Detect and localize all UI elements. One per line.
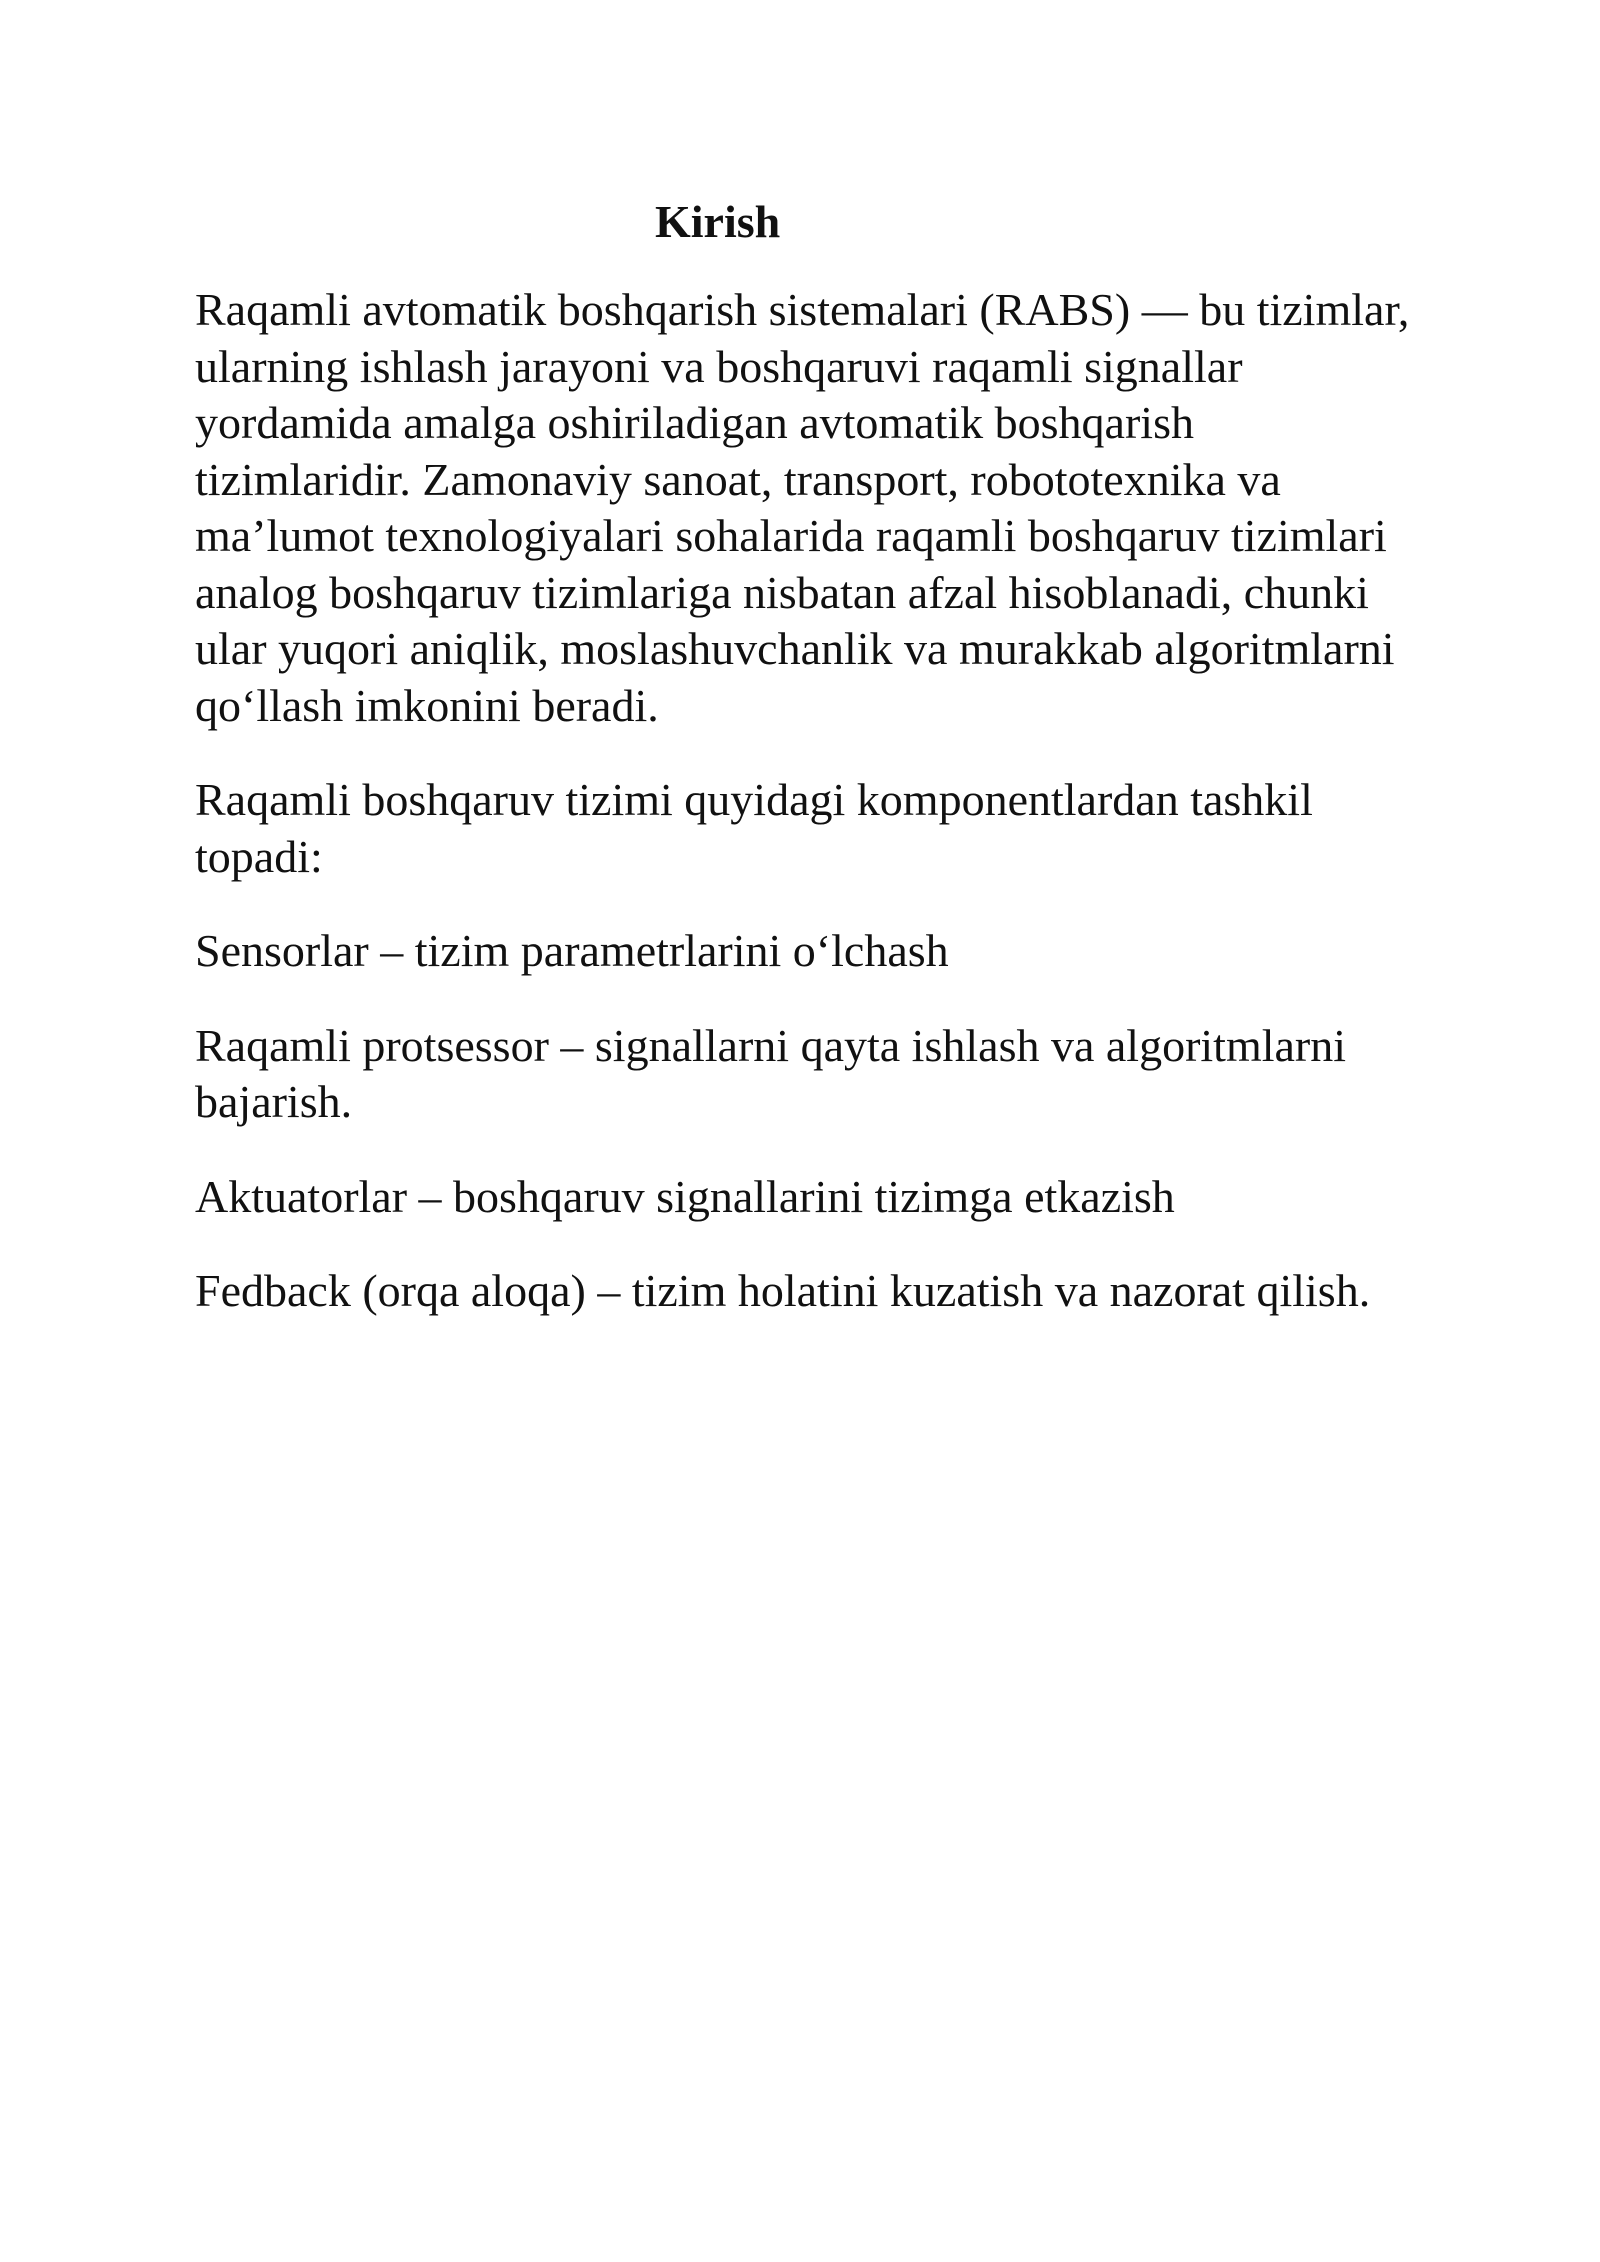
intro-paragraph: Raqamli avtomatik boshqarish sistemalari (RABS) — bu tizimlar, ularning ishlash jarayoni va boshqaruvi raqamli signallar yordamida amalga oshiriladigan avtomatik boshqarish tizimlaridir. Zamonaviy sanoat, transport, robototexnika va ma’lumot texnologiyalari sohalarida raqamli boshqaruv tizimlari analog boshqaruv tizimlariga nisbatan afzal hisoblanadi, chunki ular yuqori aniqlik, moslashuvchanlik va murakkab algoritmlarni qo‘llash imkonini beradi.: [195, 284, 1410, 731]
document-title: Kirish: [655, 196, 781, 247]
component-actuators: Aktuatorlar – boshqaruv signallarini tizimga etkazish: [195, 1170, 1175, 1222]
components-intro-paragraph: Raqamli boshqaruv tizimi quyidagi komponentlardan tashkil topadi:: [195, 774, 1313, 882]
component-processor: Raqamli protsessor – signallarni qayta ishlash va algoritmlarni bajarish.: [195, 1019, 1347, 1127]
component-feedback: Fedback (orqa aloqa) – tizim holatini kuzatish va nazorat qilish.: [195, 1265, 1371, 1316]
document-body: [195, 282, 1420, 1358]
component-sensors: Sensorlar – tizim parametrlarini o‘lchash: [195, 925, 949, 976]
